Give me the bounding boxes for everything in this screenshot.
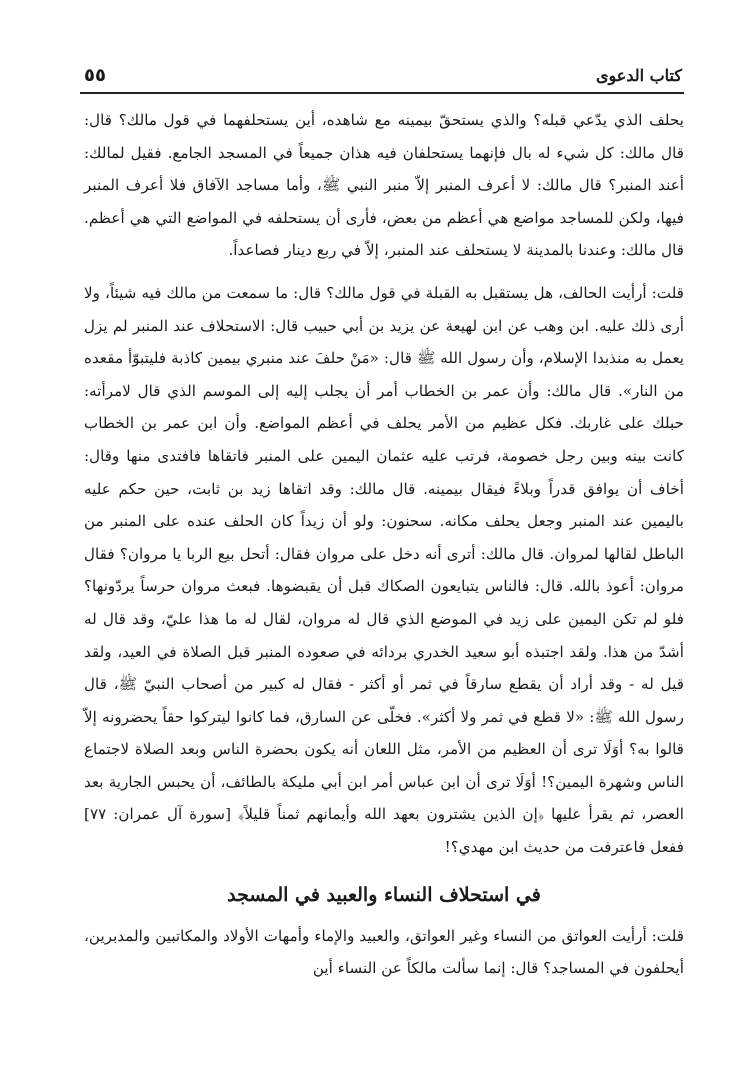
paragraph: قلت: أرأيت العواتق من النساء وغير العواتق، والعبيد والإماء وأمهات الأولاد والمكاتبين والمدبرين، أيحلفون في المساجد؟ قال: إنما سألت مالكاً عن النساء أين — [84, 926, 684, 978]
page-number: ٥٥ — [84, 64, 106, 86]
paragraph: يحلف الذي يدّعي قبله؟ والذي يستحقّ بيمينه مع شاهده، أين يستحلفهما في قول مالك؟ قال: قال مالك: كل شيء له بال فإنهما يستحلفان فيه هذان جميعاً في المسجد الجامع. فقيل لمالك: أعند المنبر؟ قال مالك: لا أعرف المنبر إلاّ منبر النبي ﷺ، وأما مساجد الآفاق فلا أعرف المنبر فيها، ولكن للمساجد مواضع هي أعظم من بعض، فأرى أن يستحلفه في المواضع التي هي أعظم. قال مالك: وعندنا بالمدينة لا يستحلف عند المنبر، إلاّ في ربع دينار فصاعداً. — [84, 111, 684, 260]
section-heading: في استحلاف النساء والعبيد في المسجد — [227, 883, 541, 906]
page-body — [84, 104, 684, 985]
paragraph-gap — [84, 267, 684, 277]
page-header — [84, 60, 682, 90]
header-divider — [80, 92, 684, 94]
book-title: كتاب الدعوى — [595, 65, 682, 85]
paragraph: قلت: أرأيت الحالف، هل يستقبل به القبلة في قول مالك؟ قال: ما سمعت من مالك فيه شيئاً، ولا أرى ذلك عليه. ابن وهب عن ابن لهيعة عن يزيد بن أبي حبيب قال: الاستحلاف عند المنبر لم يزل يعمل به منذبدا الإسلام، وأن رسول الله ﷺ قال: «مَنْ حلفَ عند منبري بيمين كاذبة فليتبوّأ مقعده من النار». قال مالك: وأن عمر بن الخطاب أمر أن يجلب إليه إلى الموسم الذي قال لامرأته: حبلك على غاربك. فكل عظيم من الأمر يحلف في أعظم المواضع. وأن ابن عمر بن الخطاب كانت بينه وبين رجل خصومة، فرتب عليه عثمان اليمين على المنبر فاتقاها فافتدى منها وقال: أخاف أن يوافق قدراً وبلاءً فيقال بيمينه. قال مالك: وقد اتقاها زيد بن ثابت، حين حكم عليه باليمين عند المنبر وجعل يحلف مكانه. سحنون: ولو أن زيداً كان الحلف عنده على المنبر من الباطل لقالها لمروان. قال مالك: أترى أنه دخل على مروان فقال: أتحل بيع الربا يا مروان؟ فقال مروان: أعوذ بالله. قال: فالناس يتبايعون الصكاك قبل أن يقبضوها. فبعث مروان حرساً يردّونها؟ فلو لم تكن اليمين على زيد في الموضع الذي قال له مروان، لقال له ما هذا عليّ، وقد قال له أشدّ من هذا. ولقد اجتبذه أبو سعيد الخدري بردائه في صعوده المنبر قبل الصلاة في العيد، ولقد قيل له - وقد أراد أن يقطع سارقاً في ثمر أو أكثر - فقال له كبير من أصحاب النبيّ ﷺ، قال رسول الله ﷺ: «لا قطع في ثمر ولا أكثر». فخلّى عن السارق، فما كانوا ليتركوا حقاً يحضرونه إلاّ قالوا به؟ أوَلَا ترى أن العظيم من الأمر، مثل اللعان أنه يكون بحضرة الناس وبعد الصلاة لاجتماع الناس وشهرة اليمين؟! أوَلَا ترى أن ابن عباس أمر ابن أبي مليكة بالطائف، أن يحبس الجارية بعد العصر، ثم يقرأ عليها ﴿إن الذين يشترون بعهد الله وأيمانهم ثمناً قليلاً﴾ [سورة آل عمران: ٧٧] ففعل فاعترفت من حديث ابن مهدي؟! — [84, 283, 684, 857]
